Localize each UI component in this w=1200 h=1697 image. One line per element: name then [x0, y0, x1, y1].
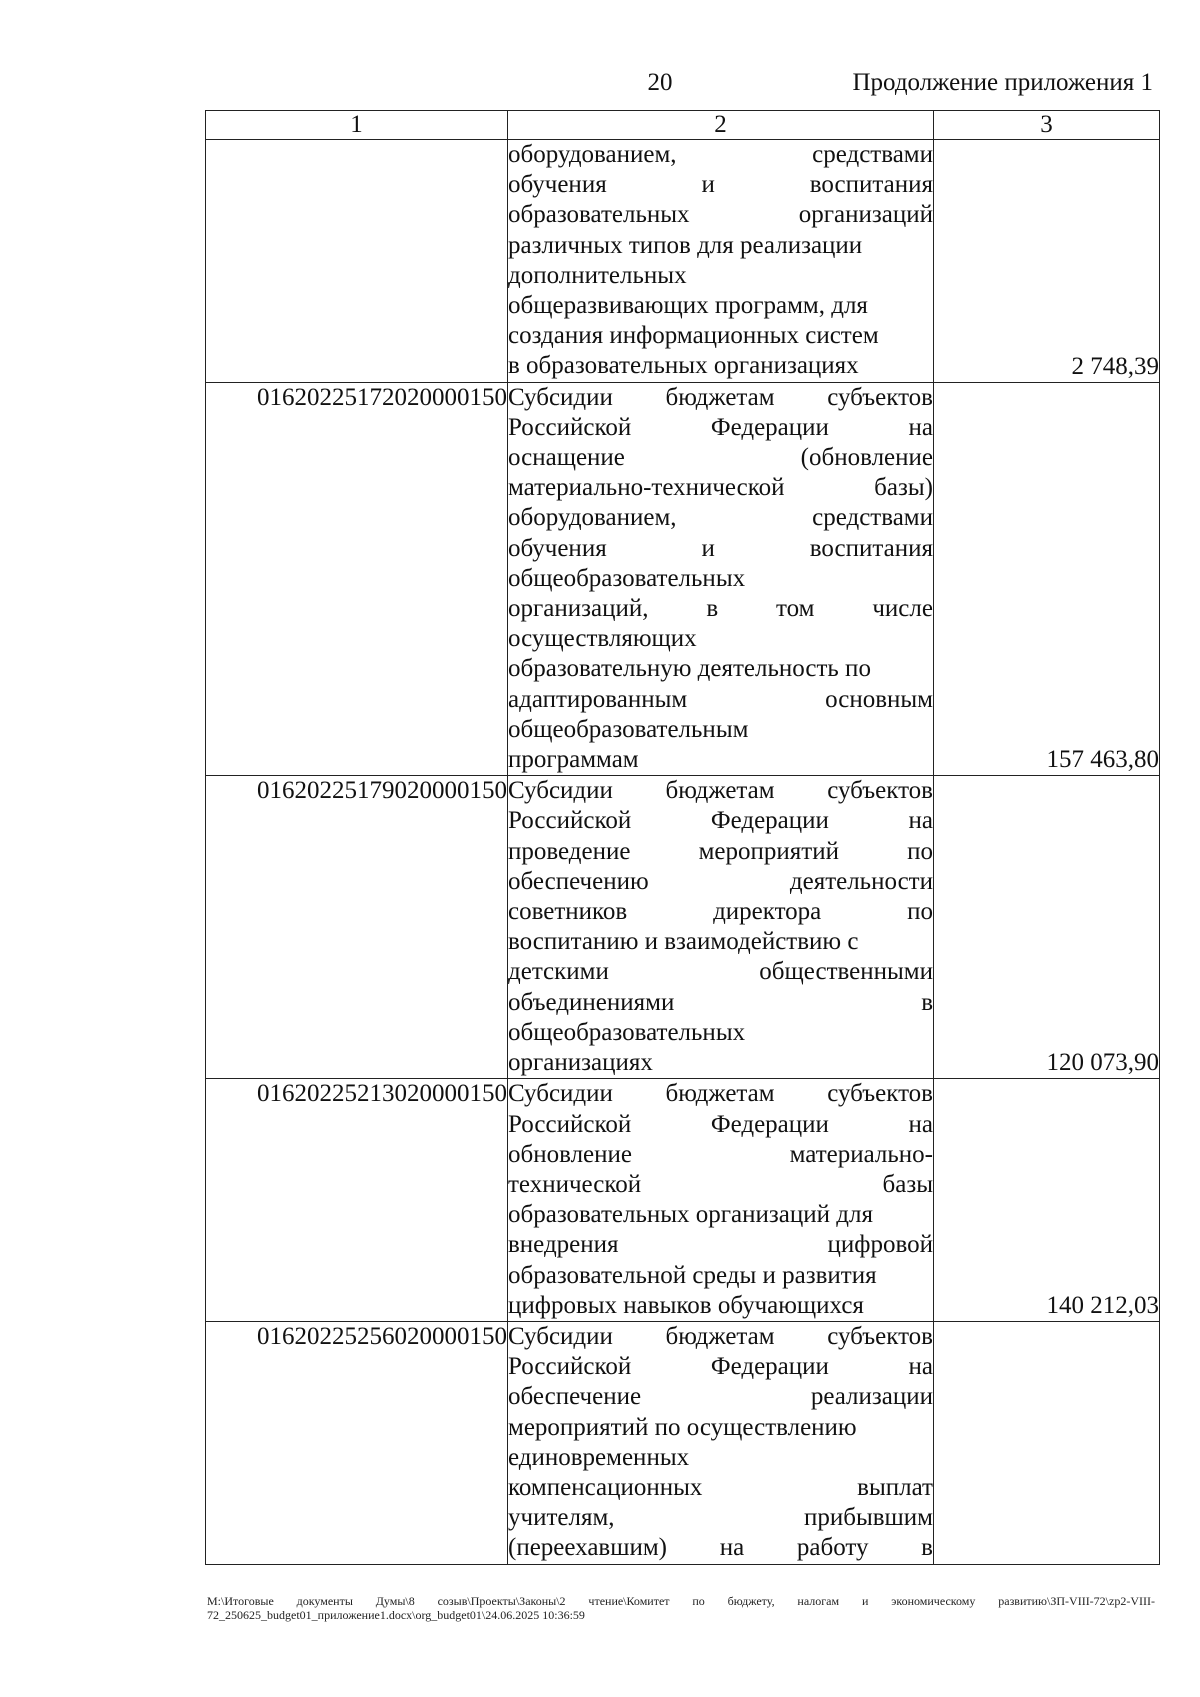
description-word: материально-технической [508, 474, 785, 502]
description-line [508, 1533, 933, 1563]
description-word: образовательных организаций для [508, 1201, 873, 1229]
budget-code-cell: 01620225213020000150 [206, 1079, 508, 1322]
amount-cell [934, 1321, 1160, 1564]
description-word: общеразвивающих программ, для [508, 292, 868, 320]
column-header-2: 2 [508, 111, 934, 140]
description-word: общеобразовательным [508, 715, 749, 743]
description-word: объединениями [508, 988, 675, 1016]
description-line [508, 988, 933, 1018]
description-line [508, 321, 933, 351]
budget-code-cell: 01620225172020000150 [206, 382, 508, 776]
description-line [508, 1291, 933, 1321]
description-line [508, 837, 933, 867]
amount-cell: 120 073,90 [934, 776, 1160, 1079]
description-word: базы) [874, 474, 933, 502]
description-word: Субсидии [508, 383, 613, 411]
description-line [508, 261, 933, 291]
description-word: бюджетам [665, 1080, 775, 1108]
table-header-row [206, 111, 1160, 140]
budget-code-cell [206, 140, 508, 383]
table-row [206, 140, 1160, 383]
description-word: цифровой [827, 1231, 933, 1259]
description-word: обеспечению [508, 867, 649, 895]
description-line [508, 1261, 933, 1291]
description-word: по [907, 898, 933, 926]
description-word: мероприятий по осуществлению [508, 1413, 857, 1441]
description-word: обеспечение [508, 1383, 642, 1411]
description-line [508, 1018, 933, 1048]
description-word: общественными [759, 958, 933, 986]
description-line [508, 1473, 933, 1503]
description-word: дополнительных [508, 261, 687, 289]
description-word: числе [872, 595, 933, 623]
description-word: бюджетам [665, 777, 775, 805]
description-line [508, 291, 933, 321]
description-line [508, 473, 933, 503]
description-word: основным [825, 685, 933, 713]
description-word: внедрения [508, 1231, 619, 1259]
description-word: Федерации [710, 807, 829, 835]
description-word: организаций [798, 201, 933, 229]
description-cell [508, 1321, 934, 1564]
description-line [508, 413, 933, 443]
description-word: детскими [508, 958, 609, 986]
description-word: бюджетам [665, 1322, 775, 1350]
description-word: на [908, 1353, 933, 1381]
description-word: прибывшим [803, 1504, 933, 1532]
amount-cell: 2 748,39 [934, 140, 1160, 383]
description-word: на [719, 1534, 745, 1562]
description-line [508, 1352, 933, 1382]
description-word: на [908, 807, 933, 835]
description-word: том [776, 595, 815, 623]
description-word: и [701, 534, 715, 562]
table-row [206, 382, 1160, 776]
description-word: на [908, 1110, 933, 1138]
footer-line-2: 72_250625_budget01_приложение1.docx\org_budget01\24.06.2025 10:36:59 [207, 1608, 585, 1622]
description-word: субъектов [827, 777, 933, 805]
description-line [508, 715, 933, 745]
description-line [508, 170, 933, 200]
description-word: Федерации [710, 413, 829, 441]
description-word: (переехавшим) [508, 1534, 668, 1562]
description-word: оборудованием, [508, 504, 677, 532]
description-line [508, 654, 933, 684]
description-word: образовательную деятельность по [508, 655, 871, 683]
description-cell [508, 382, 934, 776]
description-line [508, 1110, 933, 1140]
description-word: программам [508, 746, 639, 774]
description-line [508, 957, 933, 987]
description-word: в образовательных организациях [508, 352, 859, 380]
description-word: различных типов для реализации [508, 231, 863, 259]
description-line [508, 351, 933, 381]
budget-table [205, 110, 1160, 1565]
description-word: материально- [789, 1140, 933, 1168]
table-row [206, 776, 1160, 1079]
description-word: Субсидии [508, 1080, 613, 1108]
description-line [508, 1413, 933, 1443]
description-line [508, 231, 933, 261]
description-word: создания информационных систем [508, 322, 879, 350]
description-word: компенсационных [508, 1473, 703, 1501]
description-cell [508, 776, 934, 1079]
description-line [508, 200, 933, 230]
description-word: Российской [508, 807, 632, 835]
description-word: осуществляющих [508, 625, 697, 653]
description-word: субъектов [827, 1080, 933, 1108]
description-line [508, 1230, 933, 1260]
description-word: общеобразовательных [508, 564, 746, 592]
description-line [508, 897, 933, 927]
description-word: в [921, 988, 933, 1016]
description-word: в [921, 1534, 933, 1562]
description-line [508, 776, 933, 806]
description-line [508, 1503, 933, 1533]
description-word: обучения [508, 534, 607, 562]
description-line [508, 1200, 933, 1230]
description-word: деятельности [789, 867, 933, 895]
description-word: организациях [508, 1049, 653, 1077]
budget-code-cell: 01620225179020000150 [206, 776, 508, 1079]
budget-code-cell: 01620225256020000150 [206, 1321, 508, 1564]
description-word: средствами [812, 504, 933, 532]
description-line [508, 685, 933, 715]
description-word: воспитания [809, 534, 933, 562]
description-word: воспитанию и взаимодействию с [508, 928, 859, 956]
description-word: Российской [508, 413, 632, 441]
description-line [508, 867, 933, 897]
description-cell [508, 140, 934, 383]
description-line [508, 594, 933, 624]
description-word: проведение [508, 837, 631, 865]
description-word: Субсидии [508, 777, 613, 805]
description-word: обновление [508, 1140, 632, 1168]
description-word: директора [713, 898, 822, 926]
description-word: общеобразовательных [508, 1018, 746, 1046]
description-word: субъектов [827, 383, 933, 411]
description-line [508, 140, 933, 170]
description-word: субъектов [827, 1322, 933, 1350]
description-word: и [701, 171, 715, 199]
description-word: адаптированным [508, 685, 688, 713]
description-word: организаций, [508, 595, 649, 623]
description-word: выплат [857, 1473, 933, 1501]
table-row [206, 1079, 1160, 1322]
description-line [508, 927, 933, 957]
description-word: единовременных [508, 1443, 690, 1471]
description-word: Российской [508, 1353, 632, 1381]
table-row [206, 1321, 1160, 1564]
continuation-title: Продолжение приложения 1 [852, 69, 1153, 96]
description-line [508, 503, 933, 533]
description-word: оснащение [508, 444, 625, 472]
description-word: обучения [508, 171, 607, 199]
description-word: Российской [508, 1110, 632, 1138]
description-line [508, 806, 933, 836]
column-header-1: 1 [206, 111, 508, 140]
description-word: по [907, 837, 933, 865]
description-word: технической [508, 1170, 642, 1198]
footer-line-1: M:\Итоговые документы Думы\8 созыв\Проекты\Законы\2 чтение\Комитет по бюджету, налогам и экономическому развитию\ЗП-VIII-72\zp2-VIII- [207, 1594, 1155, 1608]
description-line [508, 443, 933, 473]
description-word: учителям, [508, 1504, 615, 1532]
description-word: Федерации [710, 1353, 829, 1381]
amount-cell: 140 212,03 [934, 1079, 1160, 1322]
description-word: Федерации [710, 1110, 829, 1138]
description-word: средствами [812, 141, 933, 168]
description-line [508, 1382, 933, 1412]
description-word: в [706, 595, 719, 623]
description-word: советников [508, 898, 628, 926]
amount-cell: 157 463,80 [934, 382, 1160, 776]
description-word: базы [882, 1170, 933, 1198]
description-line [508, 383, 933, 413]
description-line [508, 1140, 933, 1170]
description-word: Субсидии [508, 1322, 613, 1350]
column-header-3: 3 [934, 111, 1160, 140]
description-word: реализации [810, 1383, 933, 1411]
description-word: цифровых навыков обучающихся [508, 1291, 864, 1319]
description-word: на [908, 413, 933, 441]
description-line [508, 1048, 933, 1078]
description-word: оборудованием, [508, 141, 677, 168]
description-word: бюджетам [665, 383, 775, 411]
description-line [508, 1322, 933, 1352]
description-line [508, 624, 933, 654]
description-line [508, 1443, 933, 1473]
description-line [508, 745, 933, 775]
file-path-footer [207, 1594, 1155, 1622]
description-word: воспитания [809, 171, 933, 199]
description-line [508, 1079, 933, 1109]
description-word: мероприятий [698, 837, 839, 865]
description-line [508, 1170, 933, 1200]
description-word: работу [796, 1534, 869, 1562]
description-word: (обновление [800, 444, 933, 472]
description-word: образовательной среды и развития [508, 1261, 877, 1289]
description-word: образовательных [508, 201, 690, 229]
description-line [508, 564, 933, 594]
description-line [508, 534, 933, 564]
description-cell [508, 1079, 934, 1322]
page-number: 20 [647, 69, 673, 96]
